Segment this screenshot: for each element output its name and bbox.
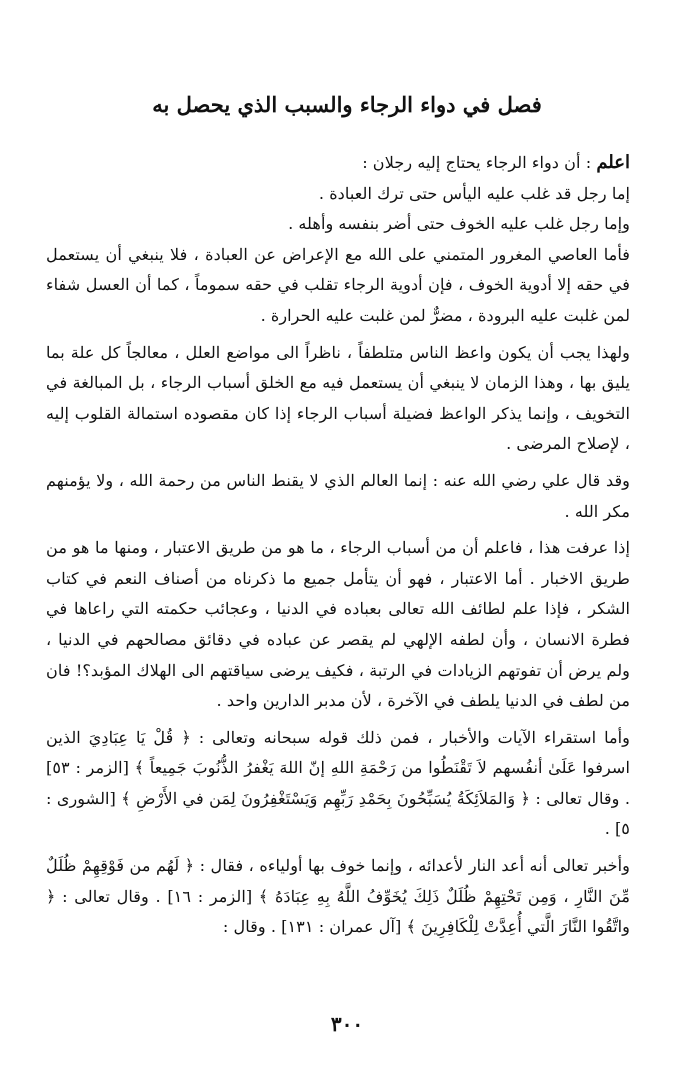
page-number: ٣٠٠ <box>330 1012 364 1036</box>
intro-line-text: : أن دواء الرجاء يحتاج إليه رجلان : <box>362 153 592 172</box>
intro-line: وإما رجل غلب عليه الخوف حتى أضر بنفسه وأهله . <box>288 214 630 234</box>
paragraph: فأما العاصي المغرور المتمني على الله مع الإعراض عن العبادة ، فلا ينبغي أن يستعمل في حقه إلا أدوية الخوف ، فإن أدوية الرجاء تقلب في حقه سموماً ، كما أن العسل شفاء لمن غلبت عليه البرودة ، مضرٌّ لمن غلبت عليه الحرارة . <box>46 244 630 325</box>
body-text <box>46 148 648 943</box>
intro-line: إما رجل قد غلب عليه اليأس حتى ترك العبادة . <box>318 183 630 203</box>
paragraph: ولهذا يجب أن يكون واعظ الناس متلطفاً ، ناظراً الى مواضع العلل ، معالجاً كل علة بما يليق بها ، وهذا الزمان لا ينبغي أن يستعمل فيه مع الخلق أسباب الرجاء ، بل المبالغة في التخويف ، وإنما يذكر الواعظ فضيلة أسباب الرجاء إذا كان مقصوده استمالة القلوب إليه ، لإصلاح المرضى . <box>46 342 630 454</box>
paragraph: وأما استقراء الآيات والأخبار ، فمن ذلك قوله سبحانه وتعالى : ﴿ قُلْ يَا عِبَادِيَ الذين اسرفوا عَلَىٰ أنفُسهم لاَ تَقْنَطُوا من رَحْمَةِ اللهِ إنّ اللهَ يَغْفرُ الذُّنُوبَ جَمِيعاً ﴾ [الزمر : ٥٣] . وقال تعالى : ﴿ وَالمَلاَئِكَةُ يُسَبِّحُونَ بِحَمْدِ رَبِّهِم وَيَسْتَغْفِرُونَ لِمَن في الأَرْضِ ﴾ [الشورى : ٥] . <box>46 727 630 839</box>
paragraph: وأخبر تعالى أنه أعد النار لأعدائه ، وإنما خوف بها أولياءه ، فقال : ﴿ لَهُم من فَوْقِهِمْ ظُلَلٌ مِّنَ النَّارِ ، وَمِن تَحْتِهِمْ ظُلَلٌ ذَلِكَ يُخَوِّفُ اللَّهُ بِهِ عِبَادَهُ ﴾ [الزمر : ١٦] . وقال تعالى : ﴿ واتَّقُوا النَّارَ الَّتي أُعِدَّتْ لِلْكَافِرِينَ ﴾ [آل عمران : ١٣١] . وقال : <box>46 856 631 937</box>
paragraph: إذا عرفت هذا ، فاعلم أن من أسباب الرجاء ، ما هو من طريق الاعتبار ، ومنها ما هو من طريق الاخبار . أما الاعتبار ، فهو أن يتأمل جميع ما ذكرناه من أصناف النعم في كتاب الشكر ، فإذا علم لطائف الله تعالى بعباده في الدنيا ، وعجائب حكمته التي راعاها في فطرة الانسان ، وأن لطفه الإلهي لم يقصر عن عباده في دقائق مصالحهم في الدنيا ، ولم يرض أن تفوتهم الزيادات في الرتبة ، فكيف يرضى سياقتهم الى الهلاك المؤبد؟! فان من لطف في الدنيا يلطف في الآخرة ، لأن مدبر الدارين واحد . <box>46 538 630 711</box>
lead-word: اعلم <box>596 152 630 173</box>
paragraph: وقد قال علي رضي الله عنه : إنما العالم الذي لا يقنط الناس من رحمة الله ، ولا يؤمنهم مكر الله . <box>46 470 630 521</box>
page-title: فصل في دواء الرجاء والسبب الذي يحصل به <box>152 92 542 117</box>
intro-line <box>46 148 648 179</box>
